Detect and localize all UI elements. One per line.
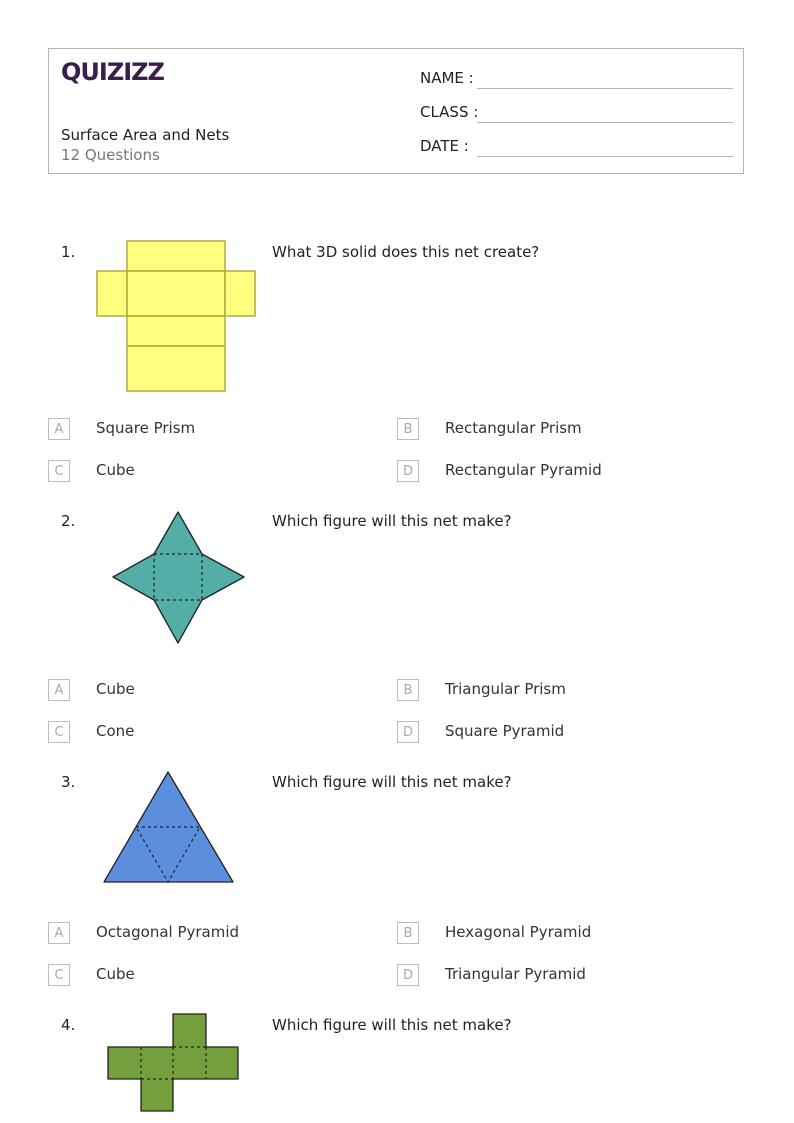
option-letter: C	[48, 460, 70, 482]
class-line[interactable]	[477, 122, 733, 123]
question-count: 12 Questions	[61, 146, 160, 164]
option-letter: D	[397, 460, 419, 482]
option-text: Triangular Pyramid	[445, 965, 586, 983]
question-number: 2.	[61, 512, 76, 530]
option-text: Rectangular Pyramid	[445, 461, 602, 479]
option-d[interactable]	[397, 964, 697, 988]
option-letter: D	[397, 721, 419, 743]
option-letter: B	[397, 418, 419, 440]
quizizz-logo: QUIZIZZ	[61, 58, 164, 86]
option-text: Cube	[96, 680, 135, 698]
option-letter: B	[397, 922, 419, 944]
triangular-pyramid-net-icon	[103, 771, 235, 885]
option-letter: A	[48, 922, 70, 944]
option-c[interactable]	[48, 721, 348, 745]
option-text: Square Pyramid	[445, 722, 565, 740]
option-letter: D	[397, 964, 419, 986]
option-c[interactable]	[48, 964, 348, 988]
option-b[interactable]	[397, 922, 697, 946]
question-number: 4.	[61, 1016, 76, 1034]
option-text: Cube	[96, 461, 135, 479]
option-b[interactable]	[397, 418, 697, 442]
date-line[interactable]	[477, 156, 733, 157]
option-letter: C	[48, 964, 70, 986]
option-letter: C	[48, 721, 70, 743]
option-d[interactable]	[397, 460, 697, 484]
question-number: 1.	[61, 243, 76, 261]
name-field[interactable]	[420, 69, 733, 91]
worksheet-header	[48, 48, 744, 174]
question-text: Which figure will this net make?	[272, 512, 512, 530]
option-text: Hexagonal Pyramid	[445, 923, 592, 941]
name-line[interactable]	[477, 88, 733, 89]
option-text: Triangular Prism	[445, 680, 566, 698]
rectangular-prism-net-icon	[96, 240, 256, 392]
option-a[interactable]	[48, 679, 348, 703]
option-c[interactable]	[48, 460, 348, 484]
option-text: Square Prism	[96, 419, 196, 437]
cube-net-icon	[107, 1013, 241, 1113]
option-b[interactable]	[397, 679, 697, 703]
question-text: What 3D solid does this net create?	[272, 243, 540, 261]
option-letter: A	[48, 679, 70, 701]
class-label: CLASS :	[420, 103, 479, 121]
worksheet-title: Surface Area and Nets	[61, 126, 230, 144]
option-text: Cube	[96, 965, 135, 983]
name-label: NAME :	[420, 69, 474, 87]
option-text: Cone	[96, 722, 135, 740]
option-a[interactable]	[48, 418, 348, 442]
question-text: Which figure will this net make?	[272, 773, 512, 791]
option-letter: A	[48, 418, 70, 440]
question-text: Which figure will this net make?	[272, 1016, 512, 1034]
option-text: Octagonal Pyramid	[96, 923, 240, 941]
question-number: 3.	[61, 773, 76, 791]
date-field[interactable]	[420, 137, 733, 159]
square-pyramid-net-icon	[112, 511, 246, 645]
option-d[interactable]	[397, 721, 697, 745]
option-text: Rectangular Prism	[445, 419, 582, 437]
option-a[interactable]	[48, 922, 348, 946]
date-label: DATE :	[420, 137, 469, 155]
class-field[interactable]	[420, 103, 733, 125]
option-letter: B	[397, 679, 419, 701]
